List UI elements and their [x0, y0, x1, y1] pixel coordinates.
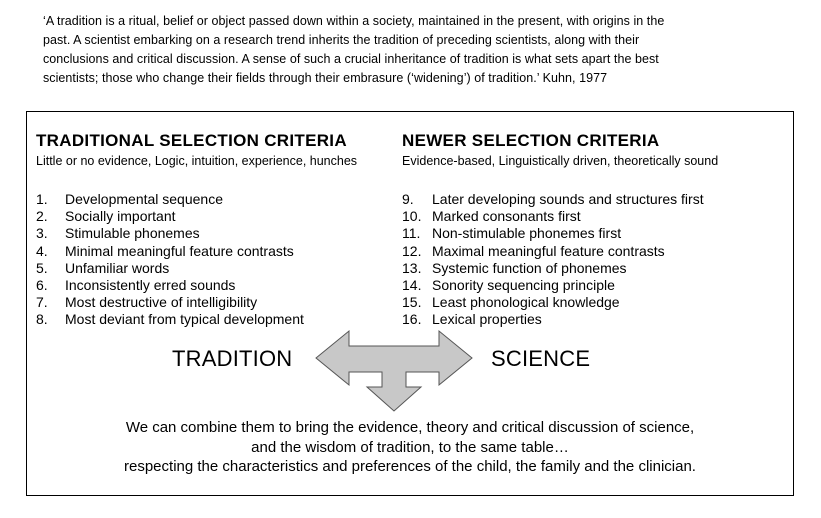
criteria-number: 1. [36, 191, 48, 207]
criteria-item [402, 277, 718, 294]
criteria-text: Non-stimulable phonemes first [432, 225, 622, 242]
criteria-item [36, 191, 357, 208]
criteria-text: Developmental sequence [65, 191, 223, 207]
science-label: SCIENCE [491, 346, 591, 371]
quote-line: conclusions and critical discussion. A sense of such a crucial inheritance of tradition is what sets apart the best [43, 52, 659, 66]
criteria-item [36, 294, 357, 311]
criteria-number: 14. [402, 277, 422, 294]
criteria-item [402, 311, 718, 328]
criteria-item [402, 191, 718, 208]
traditional-criteria-title: TRADITIONAL SELECTION CRITERIA [36, 131, 347, 150]
traditional-criteria-list [36, 191, 357, 329]
kuhn-quote [43, 12, 743, 88]
criteria-text: Socially important [65, 208, 176, 225]
criteria-number: 13. [402, 259, 422, 276]
criteria-text: Stimulable phonemes [65, 225, 200, 242]
three-way-arrow-icon [314, 329, 474, 413]
criteria-item [402, 225, 718, 242]
criteria-item [36, 208, 357, 225]
criteria-item [36, 243, 357, 260]
criteria-text: Maximal meaningful feature contrasts [432, 242, 665, 259]
newer-criteria-title: NEWER SELECTION CRITERIA [402, 131, 660, 150]
traditional-criteria-subtitle: Little or no evidence, Logic, intuition, experience, hunches [36, 154, 358, 168]
newer-criteria-column [402, 130, 718, 329]
criteria-item [402, 208, 718, 225]
criteria-number: 10. [402, 208, 422, 225]
criteria-text: Sonority sequencing principle [432, 277, 615, 294]
criteria-number: 2. [36, 208, 48, 225]
quote-line: ‘A tradition is a ritual, belief or object passed down within a society, maintained in the present, with origins in the [43, 14, 665, 28]
traditional-criteria-column [36, 130, 357, 329]
criteria-text: Most destructive of intelligibility [65, 294, 258, 311]
tradition-label: TRADITION [172, 346, 293, 371]
criteria-text: Minimal meaningful feature contrasts [65, 242, 294, 259]
criteria-number: 11. [402, 225, 421, 242]
summary-line: and the wisdom of tradition, to the same table… [251, 438, 569, 456]
criteria-text: Unfamiliar words [65, 259, 170, 276]
newer-criteria-subtitle: Evidence-based, Linguistically driven, theoretically sound [402, 154, 719, 168]
criteria-item [402, 243, 718, 260]
criteria-item [36, 277, 357, 294]
quote-line: past. A scientist embarking on a research trend inherits the tradition of preceding scientists, along with their [43, 33, 640, 47]
summary-text [60, 418, 760, 477]
criteria-number: 3. [36, 225, 48, 242]
criteria-number: 5. [36, 259, 48, 276]
newer-criteria-list [402, 191, 718, 329]
criteria-item [36, 225, 357, 242]
criteria-text: Lexical properties [432, 311, 542, 328]
summary-line: We can combine them to bring the evidence, theory and critical discussion of science, [125, 419, 695, 436]
criteria-number: 6. [36, 277, 48, 294]
summary-line: respecting the characteristics and preferences of the child, the family and the clinician. [124, 458, 696, 475]
criteria-item [402, 294, 718, 311]
criteria-number: 15. [402, 294, 422, 311]
criteria-text: Later developing sounds and structures first [432, 191, 704, 207]
criteria-number: 8. [36, 311, 48, 328]
criteria-item [402, 260, 718, 277]
criteria-text: Inconsistently erred sounds [65, 277, 236, 294]
criteria-text: Least phonological knowledge [432, 294, 620, 311]
three-way-arrow-shape [316, 331, 472, 411]
criteria-text: Marked consonants first [432, 208, 581, 225]
criteria-item [36, 311, 357, 328]
criteria-number: 7. [36, 294, 48, 311]
criteria-number: 12. [402, 242, 422, 259]
criteria-item [36, 260, 357, 277]
criteria-text: Systemic function of phonemes [432, 259, 627, 276]
criteria-number: 4. [36, 242, 48, 259]
criteria-number: 16. [402, 311, 422, 328]
criteria-text: Most deviant from typical development [65, 311, 304, 328]
quote-line: scientists; those who change their fields through their embrasure (‘widening’) of tradition.’ Kuhn, 1977 [43, 71, 608, 85]
criteria-number: 9. [402, 191, 414, 207]
